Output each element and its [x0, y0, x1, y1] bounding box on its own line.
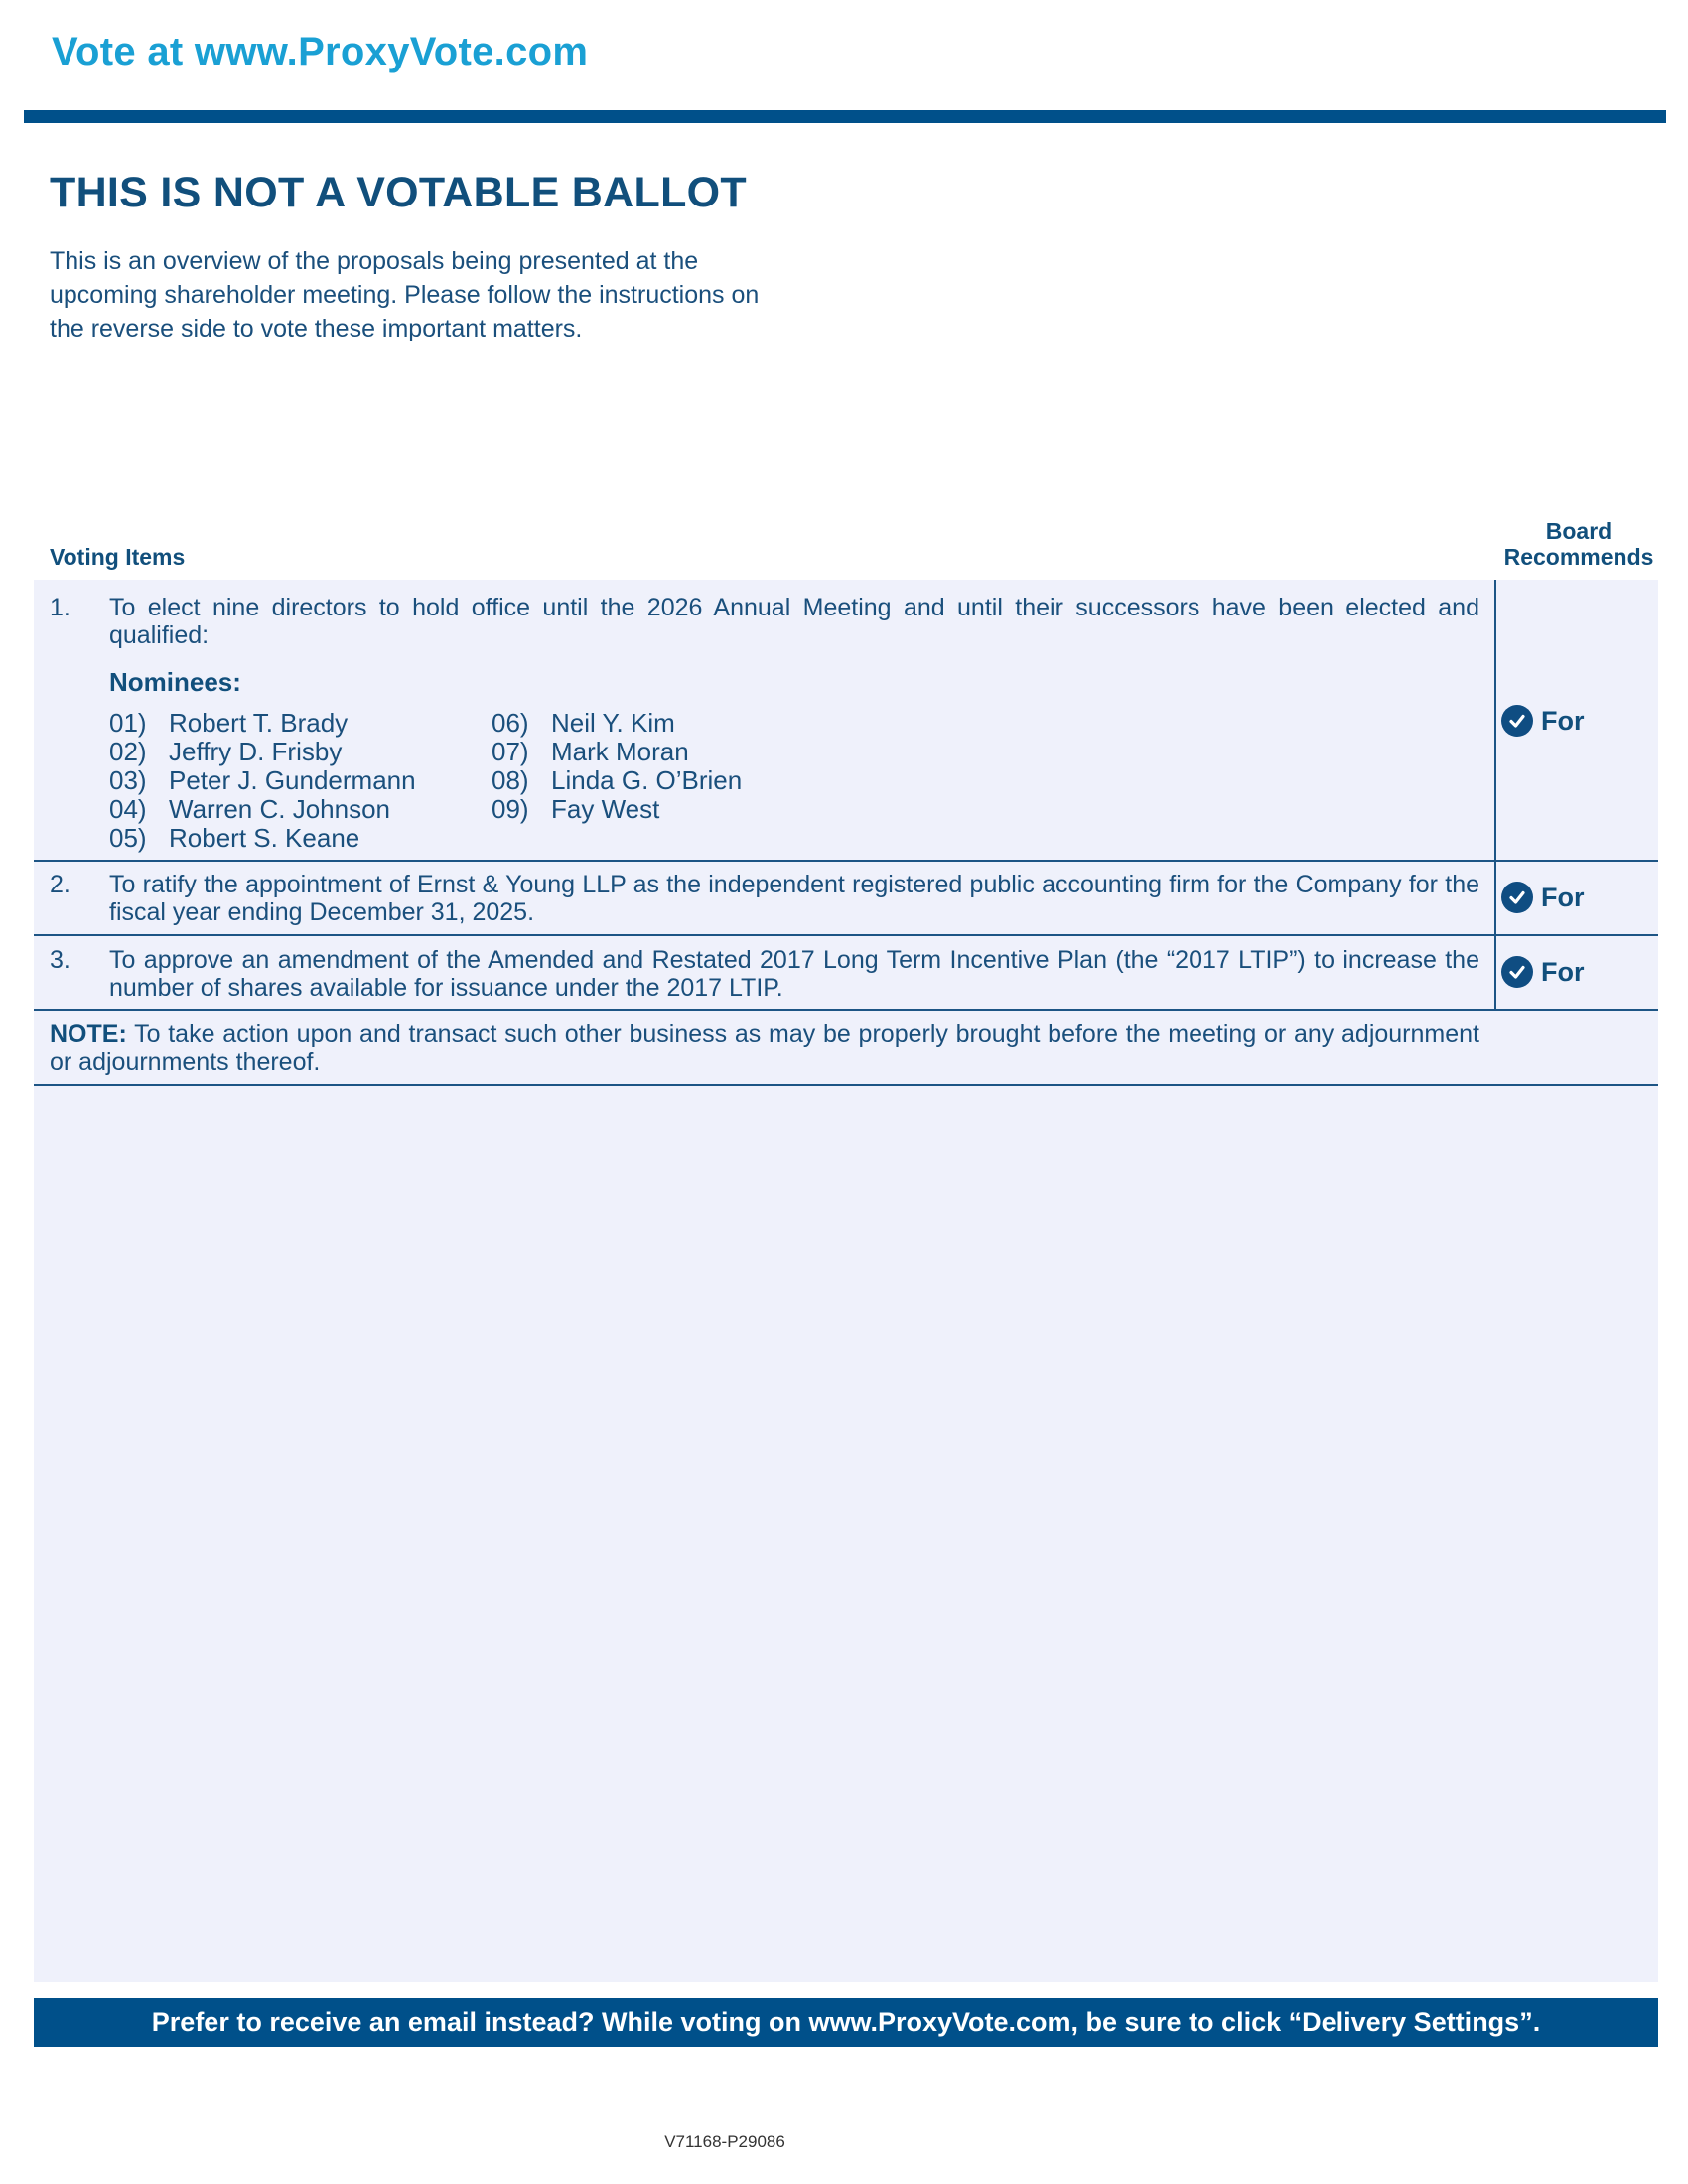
note-row — [34, 1011, 1658, 1086]
board-header-line: Board — [1545, 518, 1613, 544]
item-number: 2. — [50, 871, 70, 898]
voting-items-header: Voting Items — [50, 544, 186, 570]
nominee-name: Linda G. O’Brien — [551, 765, 743, 795]
board-recommendation — [1495, 701, 1658, 741]
recommendation-label: For — [1541, 882, 1585, 912]
nominee-code: 06) — [492, 708, 529, 738]
board-header-line: Recommends — [1503, 544, 1654, 570]
nominee-name: Peter J. Gundermann — [169, 765, 416, 795]
nominee-code: 07) — [492, 737, 529, 766]
intro-line: the reverse side to vote these important matters. — [50, 315, 583, 342]
nominee-name: Mark Moran — [551, 737, 689, 766]
board-recommendation — [1495, 952, 1658, 992]
note-text — [50, 1021, 1479, 1076]
nominee — [492, 738, 742, 766]
nominee — [109, 795, 416, 824]
nominee — [109, 766, 416, 795]
check-circle-icon — [1501, 882, 1533, 913]
nominee — [109, 738, 416, 766]
nominee-name: Neil Y. Kim — [551, 708, 675, 738]
item-text: To ratify the appointment of Ernst & Young LLP as the independent registered public accounting firm for the Company for the fiscal year ending December 31, 2025. — [109, 871, 1479, 926]
voting-item-row — [34, 936, 1658, 1011]
nominee-name: Robert T. Brady — [169, 708, 349, 738]
intro-text — [50, 244, 844, 345]
intro-line: upcoming shareholder meeting. Please follow the instructions on — [50, 281, 760, 309]
nominee-code: 03) — [109, 765, 147, 795]
nominee-name: Jeffry D. Frisby — [169, 737, 343, 766]
nominees-list-left — [109, 709, 416, 853]
nominee — [492, 709, 742, 738]
nominee-name: Warren C. Johnson — [169, 794, 391, 824]
item-number: 3. — [50, 946, 70, 974]
header-divider-bar — [24, 110, 1666, 123]
nominee — [109, 709, 416, 738]
nominee-code: 05) — [109, 823, 147, 853]
check-circle-icon — [1501, 705, 1533, 737]
page-title: THIS IS NOT A VOTABLE BALLOT — [50, 169, 747, 216]
board-recommendation — [1495, 878, 1658, 917]
item-text: To elect nine directors to hold office until the 2026 Annual Meeting and until their successors have been elected and qualified: — [109, 594, 1479, 649]
nominee-code: 04) — [109, 794, 147, 824]
item-number: 1. — [50, 594, 70, 621]
nominee-name: Fay West — [551, 794, 660, 824]
header-title: Vote at www.ProxyVote.com — [52, 30, 589, 73]
nominee-code: 08) — [492, 765, 529, 795]
document-code: V71168-P29086 — [664, 2132, 785, 2151]
note-body: To take action upon and transact such other business as may be properly brought before the meeting or any adjournment or adjournments thereof. — [50, 1021, 1479, 1076]
recommendation-label: For — [1541, 705, 1585, 736]
nominees-list-right — [492, 709, 742, 824]
intro-line: This is an overview of the proposals being presented at the — [50, 247, 699, 275]
board-recommends-header — [1489, 518, 1668, 570]
nominee — [109, 824, 416, 853]
voting-item-row — [34, 580, 1658, 862]
nominee — [492, 795, 742, 824]
delivery-settings-banner: Prefer to receive an email instead? While voting on www.ProxyVote.com, be sure to click “Delivery Settings”. — [34, 1998, 1658, 2047]
nominee-code: 09) — [492, 794, 529, 824]
recommendation-label: For — [1541, 956, 1585, 987]
nominee-code: 01) — [109, 708, 147, 738]
item-text: To approve an amendment of the Amended and Restated 2017 Long Term Incentive Plan (the “2017 LTIP”) to increase the number of shares available for issuance under the 2017 LTIP. — [109, 946, 1479, 1002]
nominee-name: Robert S. Keane — [169, 823, 360, 853]
voting-item-row — [34, 862, 1658, 936]
nominees-label: Nominees: — [109, 667, 241, 697]
nominee — [492, 766, 742, 795]
note-label: NOTE: — [50, 1021, 127, 1048]
check-circle-icon — [1501, 956, 1533, 988]
nominee-code: 02) — [109, 737, 147, 766]
